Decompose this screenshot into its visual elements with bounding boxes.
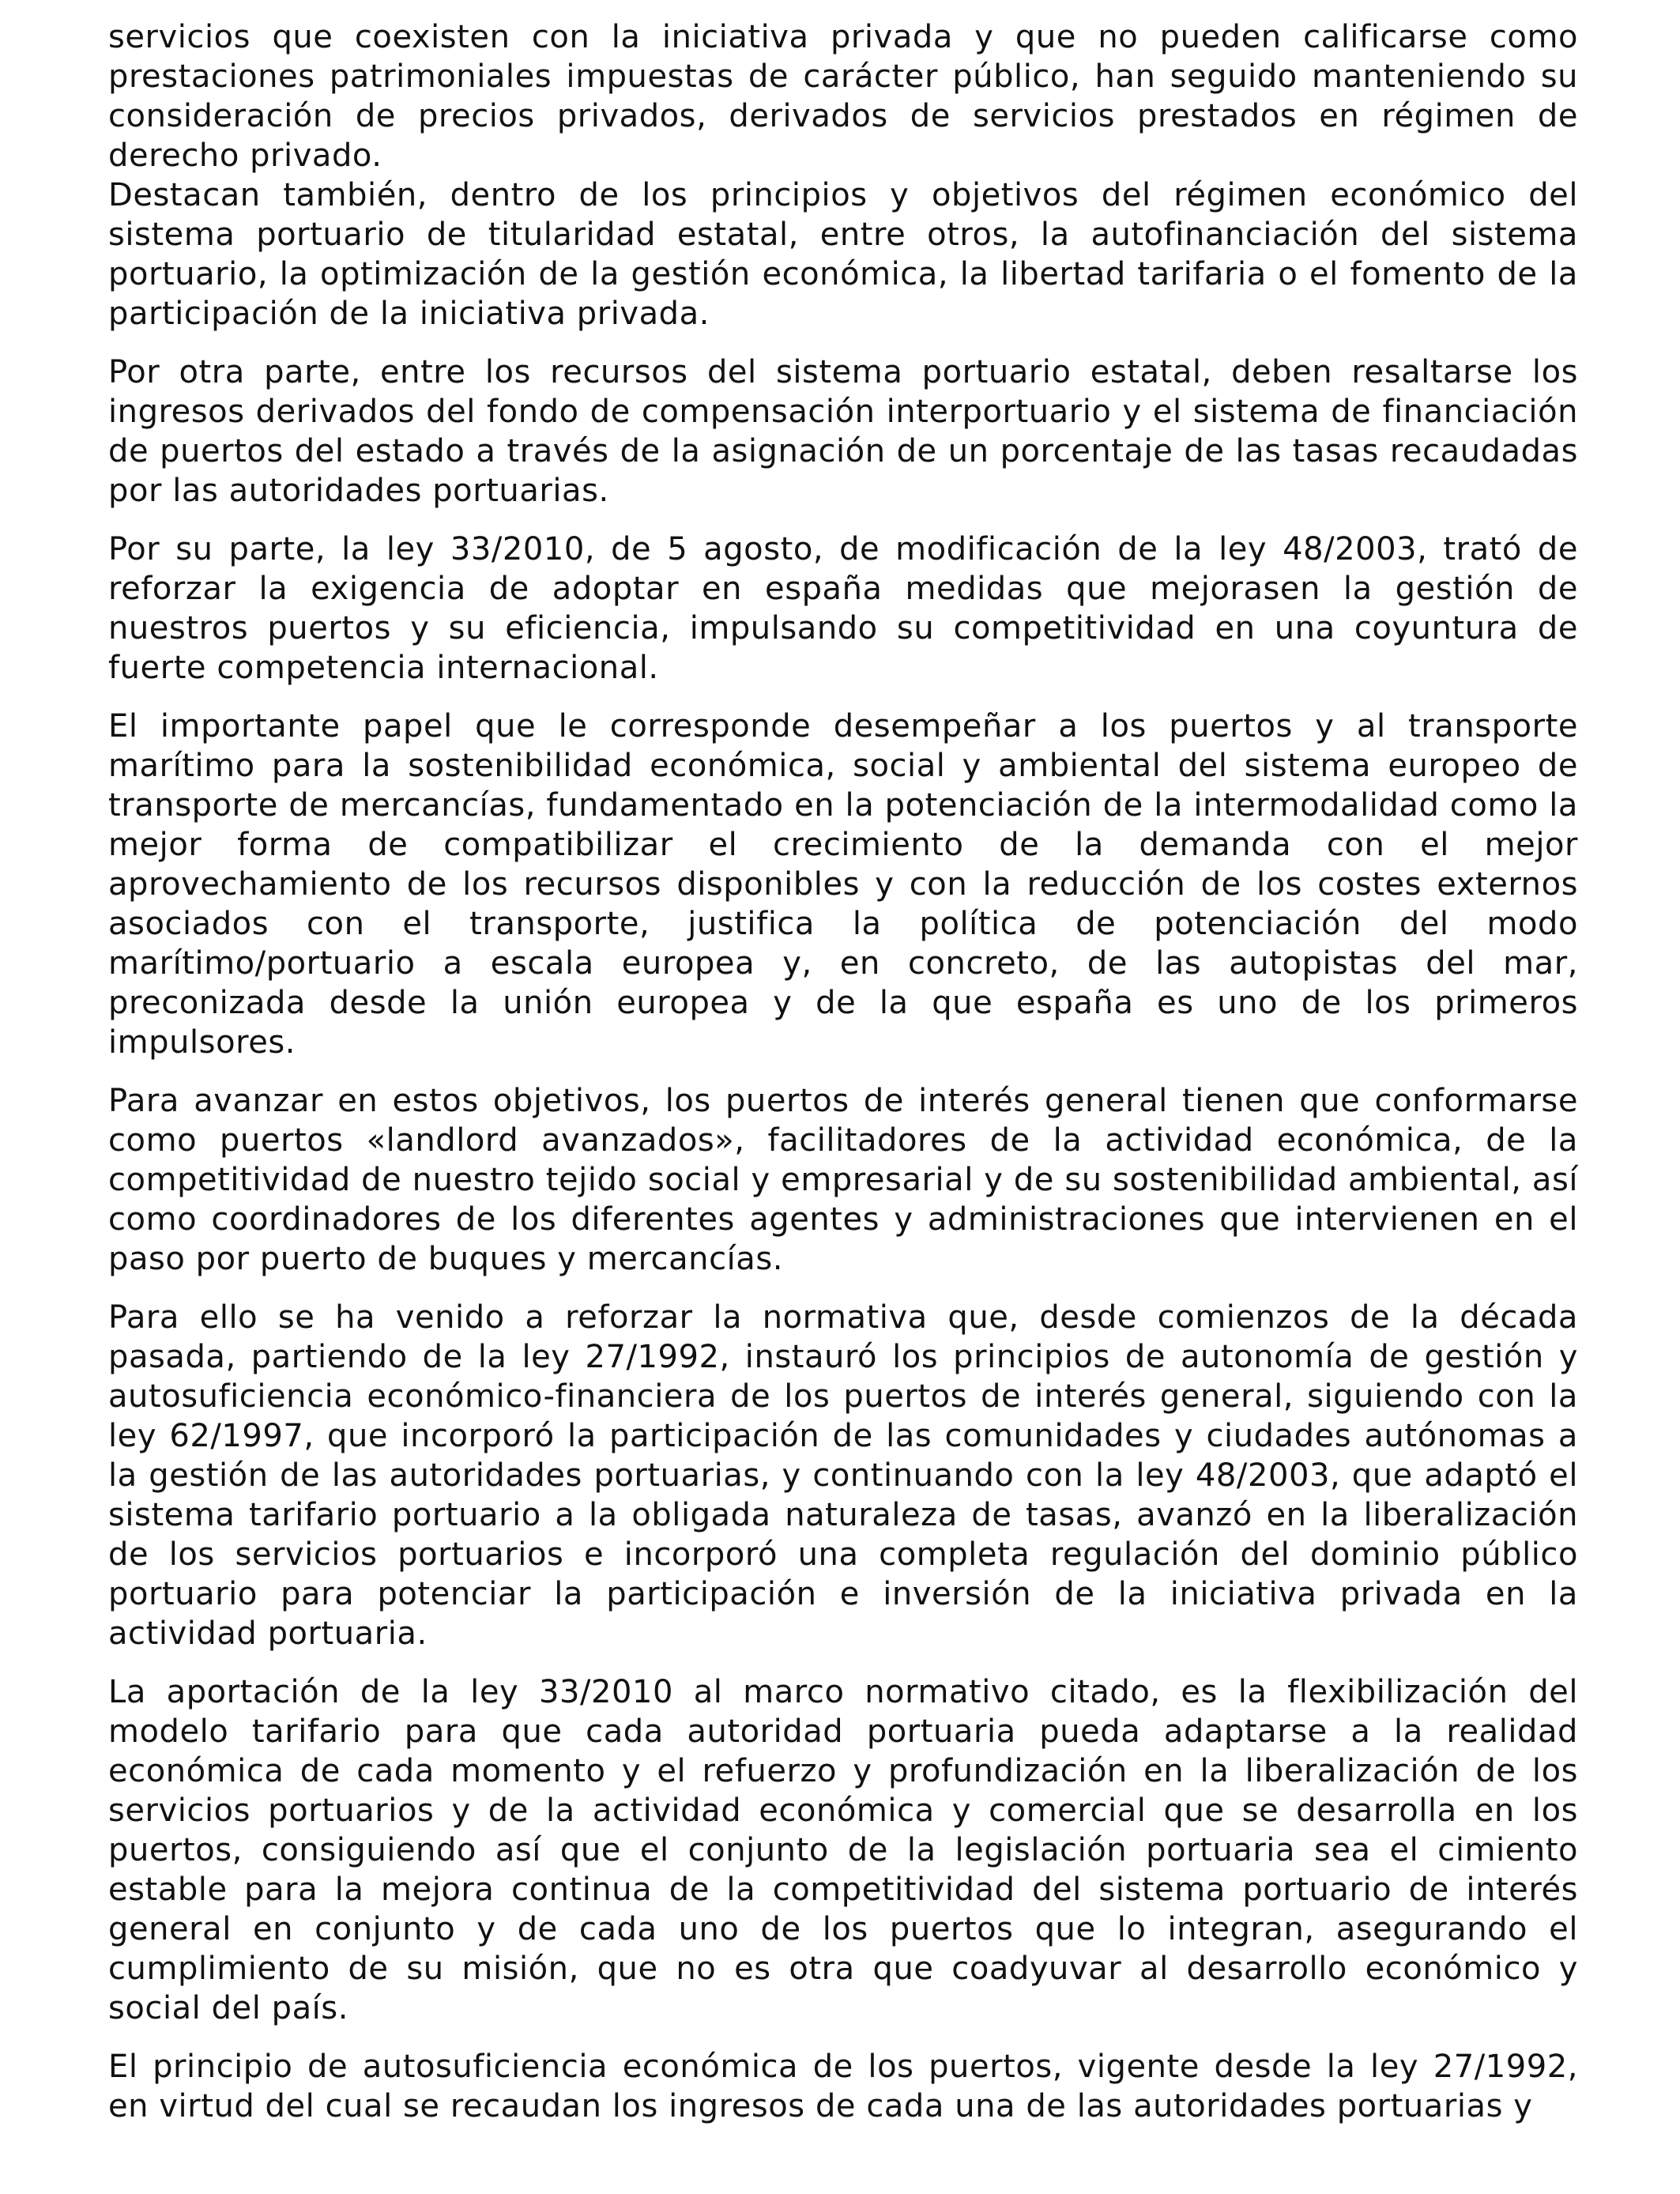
paragraph-4: Por su parte, la ley 33/2010, de 5 agosto, de modificación de la ley 48/2003, trató de reforzar la exigencia de adoptar en españa medidas que mejorasen la gestión de nuestros puertos y su eficiencia, impulsando su competitividad en una coyuntura de fuerte competencia internacional. bbox=[108, 531, 1578, 686]
document-page bbox=[108, 17, 1578, 2145]
paragraph-5: El importante papel que le corresponde desempeñar a los puertos y al transporte marítimo para la sostenibilidad económica, social y ambiental del sistema europeo de transporte de mercancías, fundamentado en la potenciación de la intermodalidad como la mejor forma de compatibilizar el crecimiento de la demanda con el mejor aprovechamiento de los recursos disponibles y con la reducción de los costes externos asociados con el transporte, justifica la política de potenciación del modo marítimo/portuario a escala europea y, en concreto, de las autopistas del mar, preconizada desde la unión europea y de la que españa es uno de los primeros impulsores. bbox=[108, 708, 1578, 1061]
paragraph-7: Para ello se ha venido a reforzar la normativa que, desde comienzos de la década pasada, partiendo de la ley 27/1992, instauró los principios de autonomía de gestión y autosuficiencia económico-financiera de los puertos de interés general, siguiendo con la ley 62/1997, que incorporó la participación de las comunidades y ciudades autónomas a la gestión de las autoridades portuarias, y continuando con la ley 48/2003, que adaptó el sistema tarifario portuario a la obligada naturaleza de tasas, avanzó en la liberalización de los servicios portuarios e incorporó una completa regulación del dominio público portuario para potenciar la participación e inversión de la iniciativa privada en la actividad portuaria. bbox=[108, 1299, 1578, 1652]
paragraph-3: Por otra parte, entre los recursos del sistema portuario estatal, deben resaltarse los ingresos derivados del fondo de compensación interportuario y el sistema de financiación de puertos del estado a través de la asignación de un porcentaje de las tasas recaudadas por las autoridades portuarias. bbox=[108, 354, 1578, 509]
paragraph-8: La aportación de la ley 33/2010 al marco normativo citado, es la flexibilización del modelo tarifario para que cada autoridad portuaria pueda adaptarse a la realidad económica de cada momento y el refuerzo y profundización en la liberalización de los servicios portuarios y de la actividad económica y comercial que se desarrolla en los puertos, consiguiendo así que el conjunto de la legislación portuaria sea el cimiento estable para la mejora continua de la competitividad del sistema portuario de interés general en conjunto y de cada uno de los puertos que lo integran, asegurando el cumplimiento de su misión, que no es otra que coadyuvar al desarrollo económico y social del país. bbox=[108, 1674, 1578, 2026]
paragraph-9: El principio de autosuficiencia económica de los puertos, vigente desde la ley 27/1992, en virtud del cual se recaudan los ingresos de cada una de las autoridades portuarias y bbox=[108, 2049, 1578, 2124]
paragraph-6: Para avanzar en estos objetivos, los puertos de interés general tienen que conformarse como puertos «landlord avanzados», facilitadores de la actividad económica, de la competitividad de nuestro tejido social y empresarial y de su sostenibilidad ambiental, así como coordinadores de los diferentes agentes y administraciones que intervienen en el paso por puerto de buques y mercancías. bbox=[108, 1083, 1578, 1277]
paragraph-2: Destacan también, dentro de los principios y objetivos del régimen económico del sistema portuario de titularidad estatal, entre otros, la autofinanciación del sistema portuario, la optimización de la gestión económica, la libertad tarifaria o el fomento de la participación de la iniciativa privada. bbox=[108, 177, 1578, 332]
paragraph-1: servicios que coexisten con la iniciativa privada y que no pueden calificarse como prestaciones patrimoniales impuestas de carácter público, han seguido manteniendo su consideración de precios privados, derivados de servicios prestados en régimen de derecho privado. bbox=[108, 19, 1578, 174]
